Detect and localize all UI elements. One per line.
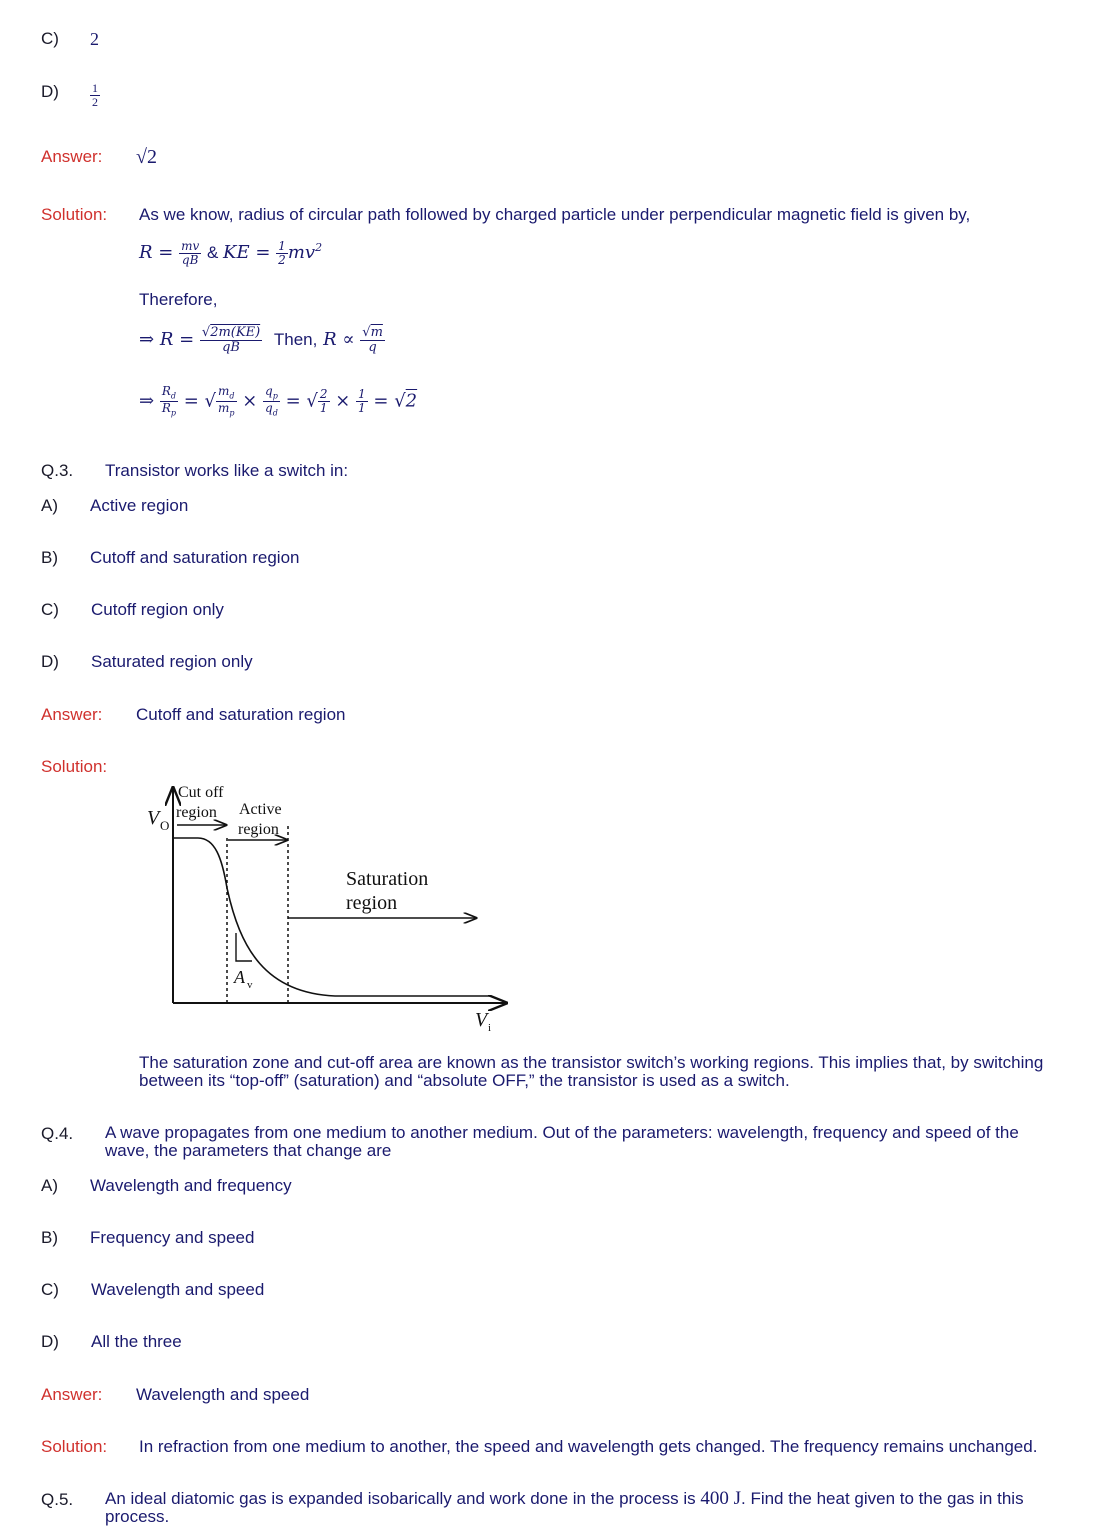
active-label-1: Active xyxy=(239,801,282,818)
av-label: A xyxy=(234,967,245,987)
formula-radius-ke-derived: ⇒ R = $\frac{√2m(KE)}{qB}$ Then, R ∝ $\frac{√m}{q}$ xyxy=(139,325,383,355)
vi-label: V xyxy=(475,1009,488,1031)
solution-label: Solution: xyxy=(41,1437,108,1456)
vi-subscript: i xyxy=(488,1022,492,1034)
option-letter: B) xyxy=(41,1228,58,1247)
option-letter: A) xyxy=(41,496,58,515)
solution-label: Solution: xyxy=(41,205,108,224)
formula-radius-ke: R = $\frac{mv}{qB}$ & KE = $\frac{1}{2}$ $mv^2$ xyxy=(139,239,323,267)
transistor-transfer-diagram xyxy=(140,778,520,1038)
fraction-one-half xyxy=(90,82,100,108)
formula-radius-ratio: ⇒ $\frac{R_d}{R_p}$ = √ $\frac{m_d}{m_p}$ × $\frac{q_p}{q_d}$ = √ $\frac{2}{1}$ × $\frac{1}{1}$ = √2 xyxy=(139,384,418,418)
option-letter: D) xyxy=(41,82,59,101)
question-text-part2: . Find the heat given to the gas in this process. xyxy=(105,1489,1024,1526)
option-fraction xyxy=(90,82,100,108)
work-value: 400 J xyxy=(700,1488,741,1509)
option-text: 2 xyxy=(90,29,99,49)
cutoff-label-1: Cut off xyxy=(178,784,224,801)
answer-text: Cutoff and saturation region xyxy=(136,705,346,724)
option-text: Wavelength and speed xyxy=(91,1280,265,1299)
option-text: Saturated region only xyxy=(91,652,253,671)
therefore-text: Therefore, xyxy=(139,290,218,309)
solution-label: Solution: xyxy=(41,757,108,776)
then-word: Then, xyxy=(273,330,318,350)
option-letter: A) xyxy=(41,1176,58,1195)
answer-label: Answer: xyxy=(41,705,103,724)
option-text: Wavelength and frequency xyxy=(90,1176,292,1195)
gain-triangle xyxy=(236,933,252,961)
vo-label: V xyxy=(147,807,160,829)
option-letter: D) xyxy=(41,1332,59,1351)
frac-denominator: 2 xyxy=(92,94,98,109)
active-label-2: region xyxy=(238,821,279,838)
option-letter: C) xyxy=(41,600,59,619)
solution-intro: As we know, radius of circular path followed by charged particle under perpendicular magnetic field is given by, xyxy=(139,205,971,224)
option-text: All the three xyxy=(91,1332,182,1351)
av-subscript: v xyxy=(247,979,253,991)
saturation-label-1: Saturation xyxy=(346,868,429,890)
saturation-label-2: region xyxy=(346,892,398,914)
question-number: Q.5. xyxy=(41,1490,74,1509)
option-text: Active region xyxy=(90,496,189,515)
option-letter: C) xyxy=(41,1280,59,1299)
cutoff-label-2: region xyxy=(176,804,217,821)
q3-explanation: The saturation zone and cut-off area are known as the transistor switch’s working regions. This implies that, by switching between its “top-off” (saturation) and “absolute OFF,” the transistor is used as a switch. xyxy=(139,1053,1044,1090)
option-letter: C) xyxy=(41,29,59,48)
option-text: Cutoff and saturation region xyxy=(90,548,300,567)
answer-text: √2 xyxy=(136,146,157,168)
option-letter: D) xyxy=(41,652,59,671)
option-text: Frequency and speed xyxy=(90,1228,255,1247)
frac-numerator: 1 xyxy=(92,81,98,95)
option-letter: B) xyxy=(41,548,58,567)
vo-subscript: O xyxy=(160,818,170,833)
answer-label: Answer: xyxy=(41,147,103,166)
option-text: Cutoff region only xyxy=(91,600,224,619)
question-text: Transistor works like a switch in: xyxy=(105,461,349,480)
question-number: Q.3. xyxy=(41,461,74,480)
transfer-curve xyxy=(173,838,490,996)
question-number: Q.4. xyxy=(41,1124,74,1143)
question-text: A wave propagates from one medium to another medium. Out of the parameters: wavelength, frequency and speed of the wave, the parameters that change are xyxy=(105,1123,1019,1160)
answer-text: Wavelength and speed xyxy=(136,1385,310,1404)
solution-text: In refraction from one medium to another, the speed and wavelength gets changed. The frequency remains unchanged. xyxy=(139,1437,1038,1456)
question-text xyxy=(105,1490,1065,1526)
question-text-part1: An ideal diatomic gas is expanded isobarically and work done in the process is xyxy=(105,1489,696,1508)
answer-label: Answer: xyxy=(41,1385,103,1404)
